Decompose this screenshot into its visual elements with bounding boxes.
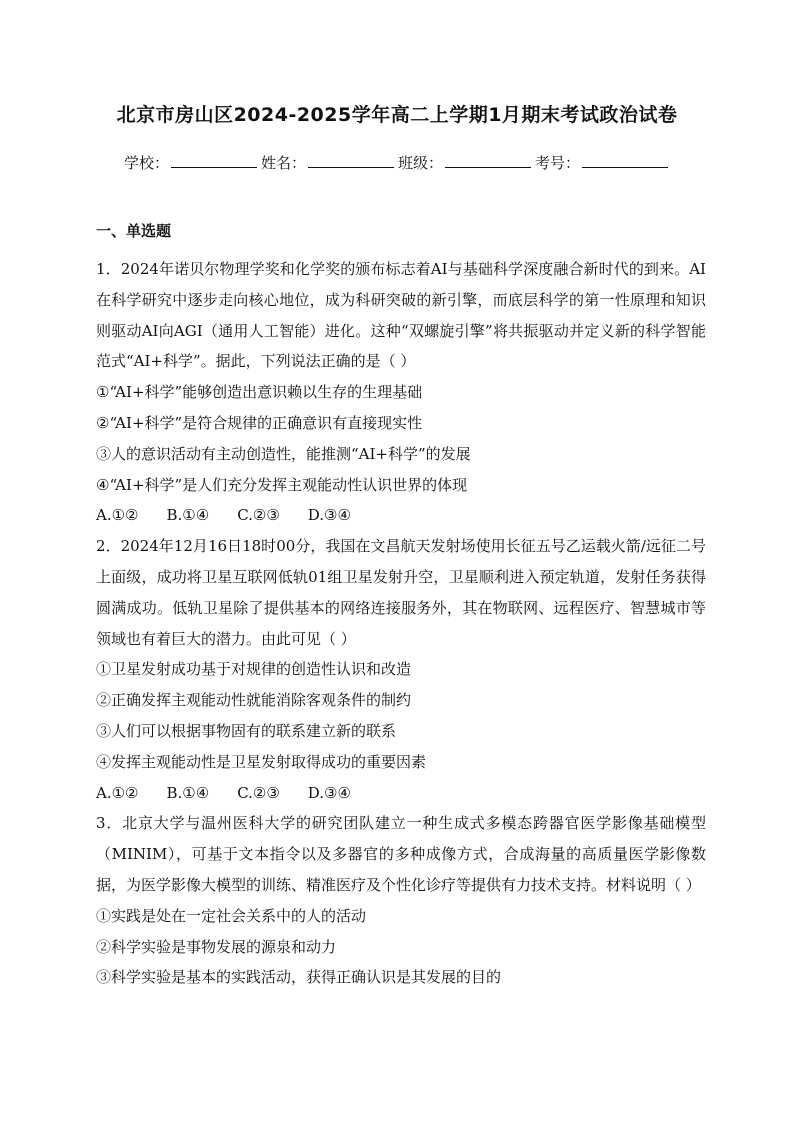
answer-choices [96,500,706,531]
school-blank [171,153,257,168]
number-blank [582,153,668,168]
name-label: 姓名： [261,154,307,172]
choice-b: B.①④ [166,506,210,525]
school-label: 学校： [124,154,170,172]
question-option: ④发挥主观能动性是卫星发射取得成功的重要因素 [96,752,427,771]
question-option: ①“AI+科学”能够创造出意识赖以生存的生理基础 [96,383,423,402]
choice-a: A.①② [96,783,139,802]
number-label: 考号： [535,154,581,172]
name-blank [308,153,394,168]
question-option: ②科学实验是事物发展的源泉和动力 [96,937,337,956]
class-blank [445,153,531,168]
question-1 [96,254,706,531]
answer-choices [96,778,706,809]
choice-d: D.③④ [307,783,351,802]
choice-b: B.①④ [166,783,210,802]
question-option: ③科学实验是基本的实践活动，获得正确认识是其发展的目的 [96,968,502,987]
student-info-row [124,152,672,173]
question-option: ②正确发挥主观能动性就能消除客观条件的制约 [96,691,412,710]
question-3 [96,808,706,993]
exam-title: 北京市房山区2024-2025学年高二上学期1月期末考试政治试卷 [116,104,678,126]
question-2 [96,531,706,808]
choice-a: A.①② [96,506,139,525]
question-option: ①实践是处在一定社会关系中的人的活动 [96,906,367,925]
question-stem: 3．北京大学与温州医科大学的研究团队建立一种生成式多模态跨器官医学影像基础模型（MINIM），可基于文本指令以及多器官的多种成像方式，合成海量的高质量医学影像数据，为医学影像大模型的训练、精准医疗及个性化诊疗等提供有力技术支持。材料说明（ ） [96,814,706,894]
question-option: ③人们可以根据事物固有的联系建立新的联系 [96,721,397,740]
question-option: ④“AI+科学”是人们充分发挥主观能动性认识世界的体现 [96,475,468,494]
choice-c: C.②③ [237,506,280,525]
section-heading: 一、单选题 [96,222,172,240]
question-option: ①卫星发射成功基于对规律的创造性认识和改造 [96,660,412,679]
question-stem: 2．2024年12月16日18时00分，我国在文昌航天发射场使用长征五号乙运载火箭/远征二号上面级，成功将卫星互联网低轨01组卫星发射升空，卫星顺利进入预定轨道，发射任务获得圆满成功。低轨卫星除了提供基本的网络连接服务外，其在物联网、远程医疗、智慧城市等领域也有着巨大的潜力。由此可见（ ） [96,537,706,648]
question-option: ③人的意识活动有主动创造性，能推测“AI+科学”的发展 [96,444,471,463]
question-list [96,254,706,993]
class-label: 班级： [398,154,444,172]
question-stem: 1．2024年诺贝尔物理学奖和化学奖的颁布标志着AI与基础科学深度融合新时代的到来。AI在科学研究中逐步走向核心地位，成为科研突破的新引擎，而底层科学的第一性原理和知识则驱动AI向AGI（通用人工智能）进化。这种“双螺旋引擎”将共振驱动并定义新的科学智能范式“AI+科学”。据此，下列说法正确的是（ ） [96,260,706,371]
choice-c: C.②③ [237,783,280,802]
question-option: ②“AI+科学”是符合规律的正确意识有直接现实性 [96,413,423,432]
choice-d: D.③④ [307,506,351,525]
